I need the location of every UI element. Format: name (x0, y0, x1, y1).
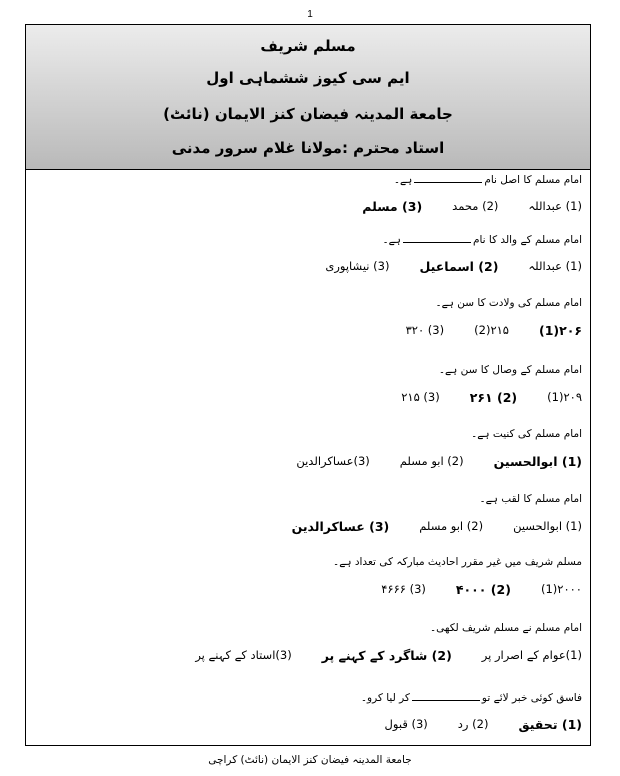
question-prompt: امام مسلم کا لقب ہے۔ (479, 493, 582, 505)
answer-option: (2) شاگرد کے کہنے پر (321, 648, 452, 663)
question-prompt: مسلم شریف میں غیر مقرر احادیث مبارکہ کی تعداد ہے۔ (333, 556, 582, 568)
answer-option: ۲۱۵(2) (474, 323, 509, 337)
header-institution: جامعة المدینہ فیضان کنز الایمان (نائٹ) (163, 105, 453, 123)
answer-option: ۲۰۶(1) (538, 323, 582, 338)
header-subtitle: ایم سی کیوز ششماہی اول (206, 69, 410, 87)
question-prompt: فاسق کوئی خبر لائے تو (481, 692, 582, 704)
answer-option: (2) ۲۶۱ (469, 390, 518, 405)
answer-option: ۲۰۹(1) (547, 390, 582, 404)
option-row (34, 582, 582, 597)
answer-option: (3)استاد کے کہنے پر (195, 648, 292, 662)
answer-blank (412, 691, 480, 701)
answer-option: (3) قبول (384, 717, 428, 731)
question-text (435, 297, 582, 309)
question-text (471, 428, 582, 440)
question-prompt: امام مسلم نے مسلم شریف لکھی۔ (429, 622, 582, 634)
question-prompt: امام مسلم کی کنیت ہے۔ (471, 428, 582, 440)
question-suffix: ہے۔ (382, 234, 401, 246)
question-prompt: امام مسلم کی ولادت کا سن ہے۔ (435, 297, 582, 309)
header-teacher: استاد محترم :مولانا غلام سرور مدنی (171, 139, 445, 157)
question-suffix: کر لیا کرو۔ (360, 692, 410, 704)
question-text (382, 233, 582, 246)
answer-blank (403, 233, 471, 243)
answer-option: (1)عوام کے اصرار پر (481, 648, 582, 662)
answer-option: (3) ۴۶۶۶ (381, 582, 426, 596)
answer-option: (1) ابوالحسین (513, 519, 582, 533)
answer-option: (2) رد (457, 717, 489, 731)
header-box (25, 24, 591, 170)
answer-option: (1) عبداللہ (528, 199, 582, 213)
question-text (394, 173, 582, 186)
option-row (34, 454, 582, 469)
answer-option: (3) نیشاپوری (325, 259, 390, 273)
option-row (34, 199, 582, 214)
question-text (479, 493, 582, 505)
footer: جامعة المدینہ فیضان کنز الایمان (نائٹ) کراچی (208, 754, 412, 766)
answer-option: (2) اسماعیل (419, 259, 499, 274)
answer-option: (1) ابوالحسین (493, 454, 582, 469)
answer-option: (2) محمد (452, 199, 499, 213)
option-row (34, 717, 582, 732)
answer-option: (3) ۳۲۰ (405, 323, 445, 337)
answer-option: (1) عبداللہ (528, 259, 582, 273)
question-suffix: ہے۔ (393, 174, 413, 186)
answer-option: (3) ۲۱۵ (401, 390, 440, 404)
question-prompt: امام مسلم کے وصال کا سن ہے۔ (438, 364, 582, 376)
answer-option: (2) ۴۰۰۰ (455, 582, 511, 597)
answer-option: (3) مسلم (362, 199, 423, 214)
question-text (430, 622, 582, 634)
question-text (361, 691, 582, 704)
answer-option: (1) تحقیق (518, 717, 582, 732)
option-row (34, 519, 582, 534)
option-row (34, 259, 582, 274)
answer-option: (3)عساکرالدین (296, 454, 370, 468)
answer-option: ۲۰۰۰(1) (540, 582, 582, 596)
answer-blank (414, 173, 482, 183)
question-prompt: امام مسلم کا اصل نام (484, 174, 582, 186)
question-prompt: امام مسلم کے والد کا نام (472, 234, 582, 246)
answer-option: (2) ابو مسلم (399, 454, 464, 468)
page-number: 1 (307, 9, 313, 20)
question-text (439, 364, 582, 376)
question-text (333, 556, 582, 568)
answer-option: (2) ابو مسلم (419, 519, 484, 533)
option-row (34, 648, 582, 663)
header-title: مسلم شریف (260, 37, 356, 55)
questions-box (25, 170, 591, 746)
option-row (34, 390, 582, 405)
option-row (34, 323, 582, 338)
answer-option: (3) عساکرالدین (291, 519, 390, 534)
